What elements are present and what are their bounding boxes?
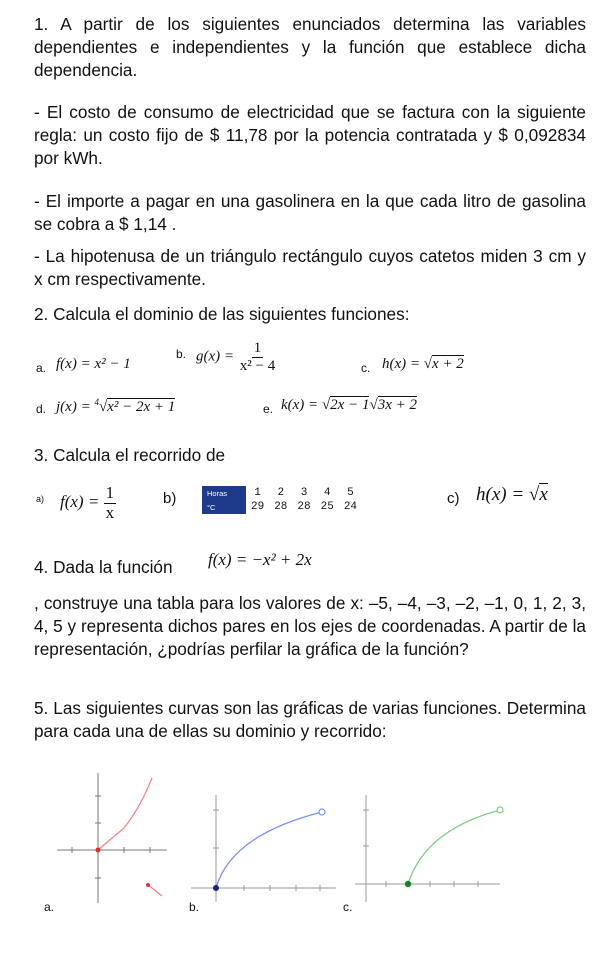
q3-c-lhs: h(x) = [476, 484, 525, 505]
q3-c-expr: h(x) = √x [476, 484, 548, 505]
q2-e-rad2: 3x + 2 [377, 397, 417, 413]
q4-body: , construye una tabla para los valores de x: –5, –4, –3, –2, –1, 0, 1, 2, 3, 4, 5 y representa dichos pares en los ejes de coordenadas. A partir de la representación, ¿podrías perfilar la gráfica de la función? [34, 593, 586, 659]
q2-c-label: c. [361, 361, 371, 375]
table-row [202, 486, 362, 500]
q3-a-lhs: f(x) = [60, 492, 100, 512]
graph-b [186, 790, 341, 910]
table-cell: 28 [297, 501, 311, 513]
q1-item-electricity: - El costo de consumo de electricidad que se factura con la siguiente regla: un costo fijo de $ 11,78 por la potencia contratada y $ 0,092834 por kWh. [34, 102, 586, 168]
graph-b-start-point [213, 885, 219, 891]
q5-text: 5. Las siguientes curvas son las gráficas de varias funciones. Determina para cada una de ellas su dominio y recorrido: [34, 698, 586, 741]
q2-c-rad: x + 2 [432, 356, 464, 372]
q3-b-label: b) [163, 490, 177, 507]
q1-intro: 1. A partir de los siguientes enunciados determina las variables dependientes e independientes y la función que establece dicha dependencia. [34, 14, 586, 80]
q3-a-expr [60, 484, 116, 522]
q2-e-lhs: k(x) = [281, 397, 319, 413]
graph-b-label: b. [189, 900, 200, 914]
q2-title: 2. Calcula el dominio de las siguientes funciones: [34, 304, 410, 324]
q2-d-expr: j(x) = $^4$√x² − 2x + 1 [56, 397, 176, 415]
q4-lead: 4. Dada la función [34, 557, 173, 577]
graph-a-curve [98, 778, 152, 850]
q3-a-num: 1 [105, 483, 115, 502]
table-cell: 4 [323, 487, 331, 499]
q3-a-label: a) [36, 494, 45, 504]
q2-a-label: a. [36, 361, 47, 375]
q2-c-expr: h(x) = √x + 2 [382, 356, 464, 372]
graph-b-end-point [319, 809, 325, 815]
graph-c-curve [408, 810, 500, 884]
q3-b-table [202, 486, 362, 514]
q4-func: f(x) = −x² + 2x [208, 550, 312, 569]
q2-b-label: b. [176, 347, 187, 361]
table-cell: 29 [251, 501, 265, 513]
q2-e-rad1: 2x − 1 [330, 397, 370, 413]
graph-c-label: c. [343, 900, 353, 914]
q1-item-hypotenuse: - La hipotenusa de un triángulo rectángulo cuyos catetos miden 3 cm y x cm respectivamente. [34, 246, 586, 289]
q1-item-gasoline: - El importe a pagar en una gasolinera en la que cada litro de gasolina se cobra a $ 1,14 . [34, 191, 586, 234]
q2-b-den: x² − 4 [239, 357, 276, 374]
table-cell: 5 [347, 487, 354, 499]
graph-c [350, 790, 505, 910]
q2-a-expr: f(x) = x² − 1 [56, 356, 131, 372]
graph-b-curve [216, 812, 322, 888]
graph-a-label: a. [44, 900, 55, 914]
q3-c-rad: x [539, 484, 548, 505]
graph-a-segment-point [146, 883, 150, 887]
q2-c-lhs: h(x) = [382, 356, 421, 372]
q3-a-den: x [105, 502, 115, 522]
q2-d-index: 4 [94, 397, 99, 407]
q3-title: 3. Calcula el recorrido de [34, 445, 226, 465]
table-header-hours: Horas [202, 486, 246, 500]
q2-d-rad: x² − 2x + 1 [107, 399, 176, 415]
q3-c-label: c) [447, 490, 460, 507]
table-cell: 1 [254, 487, 261, 499]
q2-e-label: e. [263, 402, 274, 416]
table-cell: 2 [277, 487, 285, 499]
q2-b-num: 1 [253, 340, 262, 356]
q2-d-label: d. [36, 402, 47, 416]
table-cell: 28 [274, 501, 288, 513]
q2-d-lhs: j(x) = [56, 399, 91, 415]
q2-e-expr: k(x) = √2x − 1√3x + 2 [281, 397, 417, 413]
table-cell: 3 [300, 487, 308, 499]
graph-a-point [96, 848, 101, 853]
graph-b-ticks [213, 810, 320, 891]
table-header-celsius: °C [202, 500, 246, 514]
q2-b-expr [196, 340, 277, 374]
graph-c-ticks [363, 810, 478, 887]
q2-b-lhs: g(x) = [196, 348, 235, 365]
graph-a [52, 768, 172, 908]
graph-c-end-point [497, 807, 503, 813]
table-row [202, 500, 362, 514]
table-cell: 24 [343, 501, 358, 513]
graph-c-start-point [405, 881, 411, 887]
graph-a-ticks [72, 796, 150, 878]
table-cell: 25 [320, 501, 334, 513]
